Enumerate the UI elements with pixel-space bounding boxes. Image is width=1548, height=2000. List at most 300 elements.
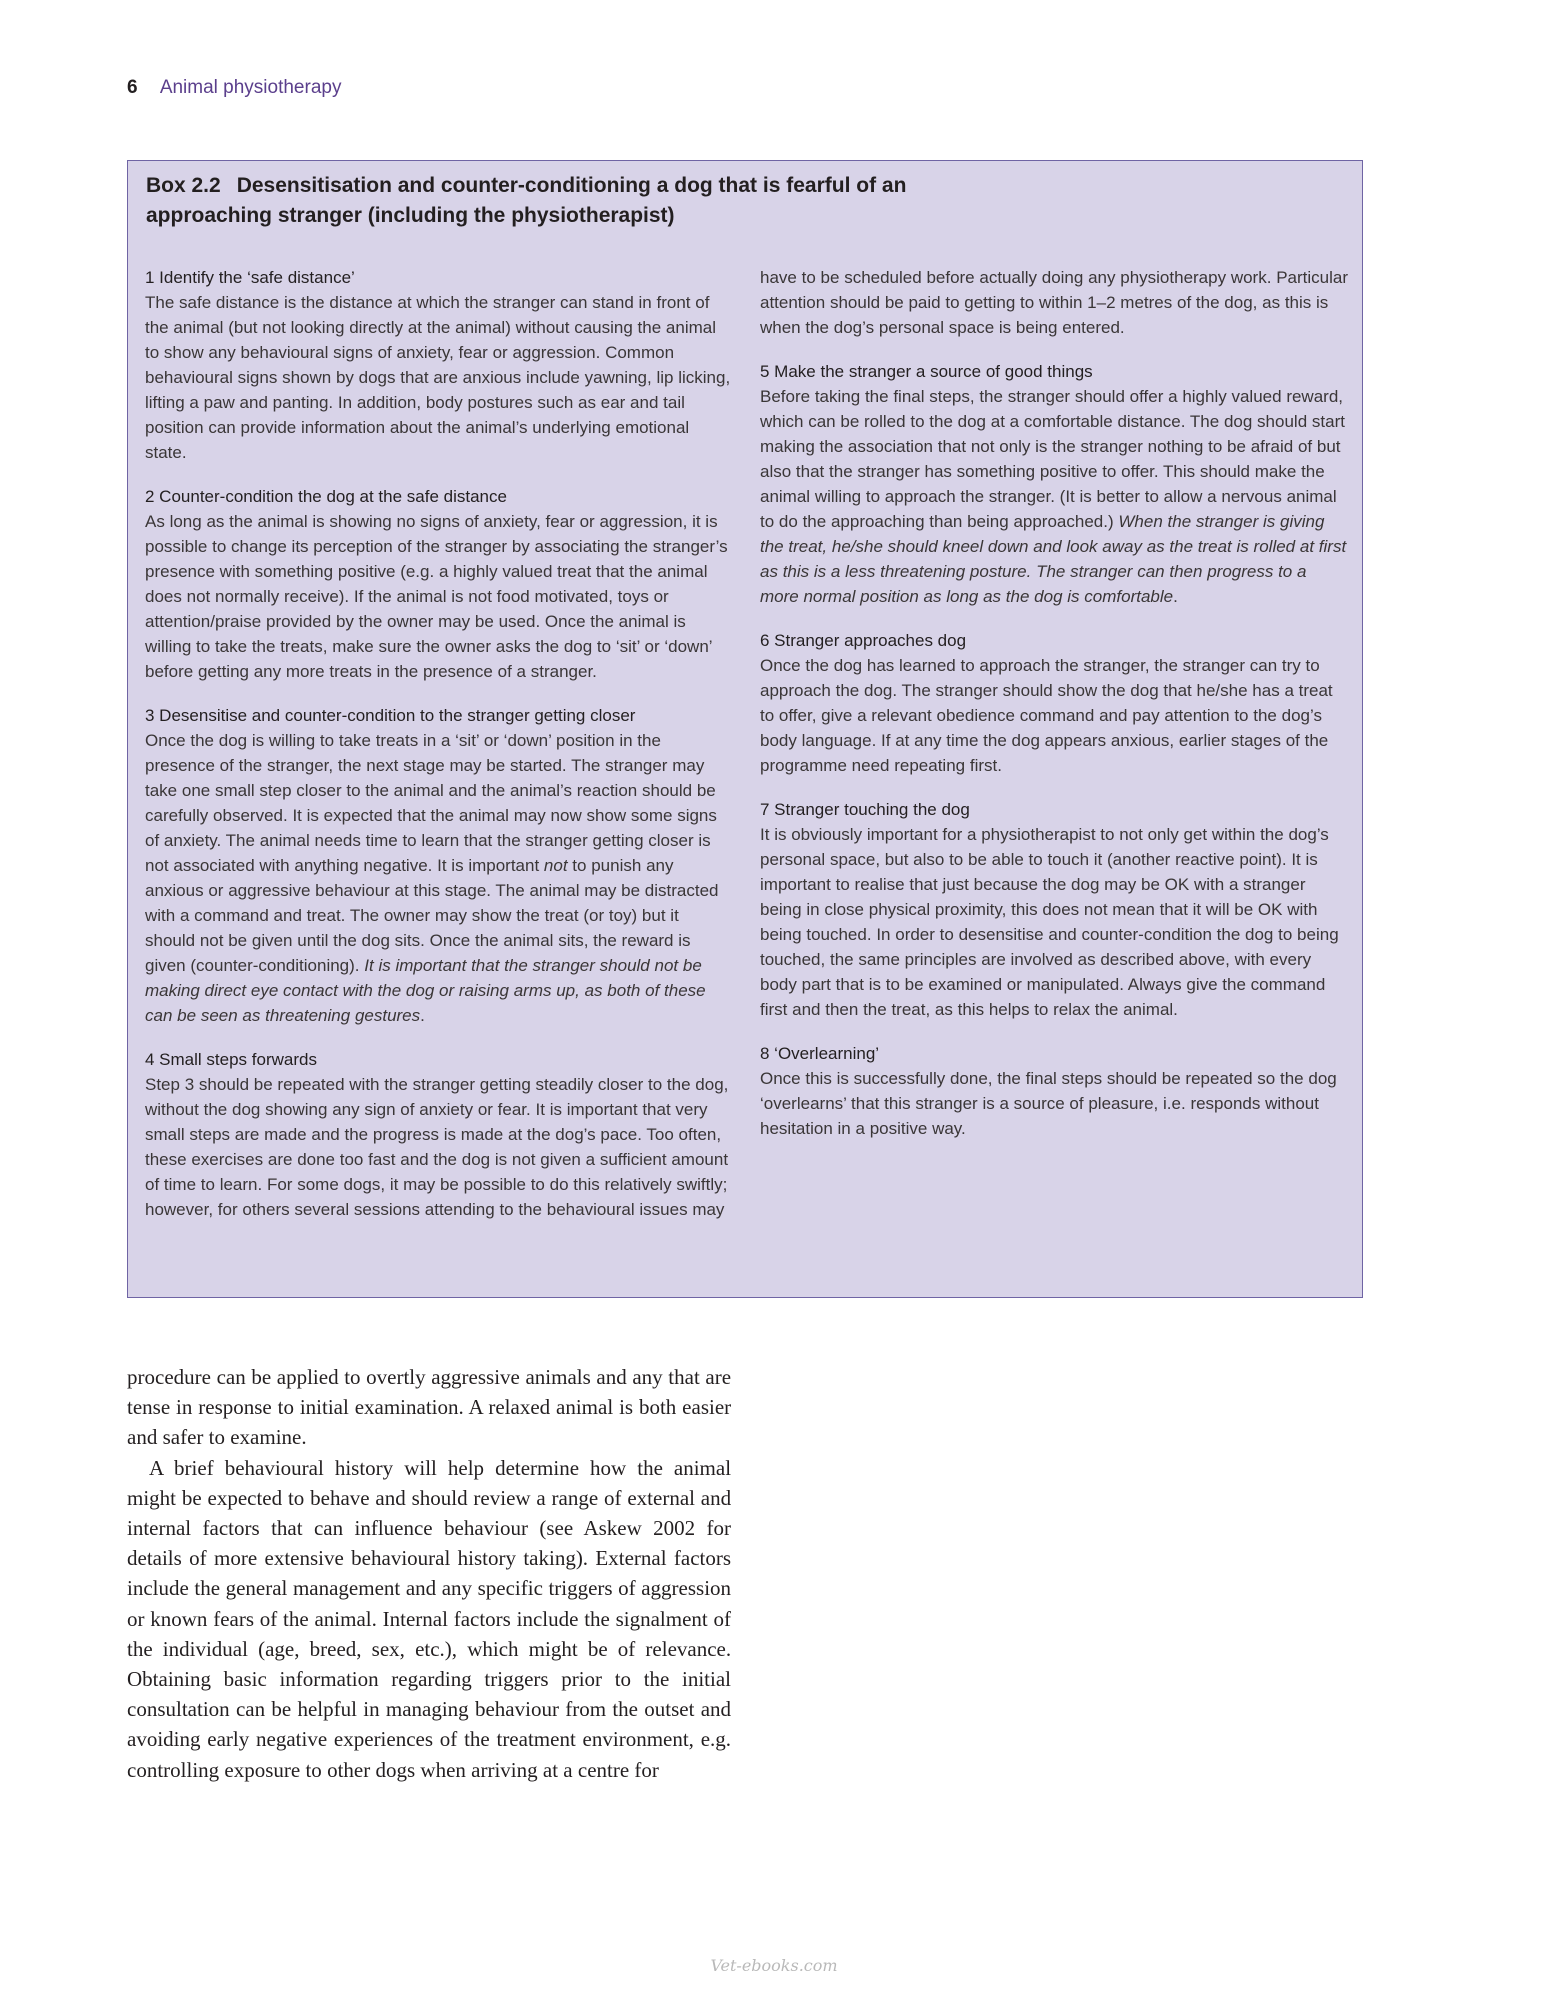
- text-run: of: [377, 343, 392, 362]
- text-run: the: [819, 437, 844, 456]
- text-run: stage: [403, 756, 445, 775]
- text-run: the: [526, 1125, 551, 1144]
- text-run: small: [145, 1125, 185, 1144]
- text-run: realise: [854, 875, 905, 894]
- text-run: so: [1257, 1069, 1276, 1088]
- text-run: in: [363, 1697, 380, 1722]
- text-run: should: [1257, 412, 1308, 431]
- text-run: the: [416, 537, 440, 556]
- text-run: the: [1304, 731, 1329, 750]
- text-run: steps: [1061, 1069, 1103, 1088]
- box-step-body: [145, 1072, 733, 1222]
- text-run: dogs,: [343, 1175, 386, 1194]
- text-run: the: [1167, 512, 1192, 531]
- text-run: this: [413, 881, 440, 900]
- text-run: relatively: [604, 1175, 672, 1194]
- text-run: the: [1216, 925, 1241, 944]
- text-run: order: [895, 925, 935, 944]
- text-run: is: [813, 562, 827, 581]
- text-run: sits.: [394, 931, 425, 950]
- text-run: body: [760, 975, 797, 994]
- text-run: way.: [932, 1119, 966, 1138]
- text-run: licking,: [678, 368, 731, 387]
- text-run: does: [1042, 900, 1080, 919]
- text-run: to: [1020, 293, 1035, 312]
- text-run: be: [1141, 875, 1160, 894]
- text-run: the: [368, 587, 392, 606]
- text-run: [163, 1456, 174, 1480]
- text-run: associating: [534, 537, 620, 556]
- text-run: also: [760, 462, 792, 481]
- text-run: or: [579, 512, 595, 531]
- text-run: being: [760, 925, 802, 944]
- text-run: with: [349, 1075, 380, 1094]
- text-run: animal: [665, 318, 717, 337]
- text-run: carefully: [145, 806, 209, 825]
- text-run: of: [259, 1606, 278, 1631]
- text-run: given: [540, 1150, 581, 1169]
- text-run: stranger: [935, 681, 998, 700]
- text-run: a: [1228, 875, 1239, 894]
- text-run: treats: [375, 731, 419, 750]
- text-run: can: [235, 1697, 266, 1722]
- text-run: dog: [231, 1100, 261, 1119]
- text-run: getting: [479, 1075, 531, 1094]
- text-run: approach: [760, 681, 831, 700]
- text-run: make: [1254, 462, 1297, 481]
- text-run: dog: [957, 412, 987, 431]
- text-run: treat: [544, 906, 579, 925]
- text-run: treatment: [496, 1727, 576, 1752]
- text-run: very: [675, 1100, 708, 1119]
- text-run: is: [982, 1094, 995, 1113]
- text-run: that: [271, 1516, 303, 1541]
- text-run: tail: [663, 393, 685, 412]
- text-run: A: [468, 1395, 483, 1420]
- watermark: Vet-ebooks.com: [710, 1956, 838, 1975]
- text-run: any: [914, 731, 942, 750]
- text-run: As: [145, 512, 165, 531]
- text-run: desensitise: [958, 925, 1044, 944]
- text-run: sure: [378, 637, 412, 656]
- text-run: next: [366, 756, 399, 775]
- text-run: at: [542, 1757, 559, 1782]
- text-run: at: [407, 318, 422, 337]
- text-run: of: [1285, 731, 1300, 750]
- text-run: may: [672, 756, 705, 775]
- text-run: this: [1284, 293, 1312, 312]
- text-run: before: [145, 662, 194, 681]
- text-run: be: [840, 412, 860, 431]
- text-run: be: [696, 781, 716, 800]
- text-run: small: [214, 781, 255, 800]
- text-run: details: [127, 1546, 182, 1571]
- text-run: body: [760, 731, 797, 750]
- text-run: step: [259, 781, 292, 800]
- text-run: Once: [760, 1069, 801, 1088]
- text-run: getting: [592, 831, 644, 850]
- text-run: that: [835, 975, 864, 994]
- text-run: the: [344, 1125, 369, 1144]
- text-run: include: [526, 368, 580, 387]
- text-run: anxiety,: [483, 512, 541, 531]
- text-run: is: [1236, 537, 1249, 556]
- text-run: sufficient: [599, 1150, 667, 1169]
- text-run: the: [437, 418, 461, 437]
- text-run: safer: [162, 1425, 204, 1450]
- text-run: closer: [597, 1075, 644, 1094]
- text-run: distracted: [644, 881, 719, 900]
- text-run: of: [397, 537, 412, 556]
- text-run: is: [998, 318, 1012, 337]
- text-run: looking: [290, 318, 345, 337]
- box-step-body: [145, 728, 733, 1028]
- text-run: Common: [605, 343, 675, 362]
- text-run: be: [682, 956, 702, 975]
- text-run: and: [273, 906, 302, 925]
- text-run: underlying: [532, 418, 611, 437]
- text-run: involved: [1010, 950, 1073, 969]
- text-run: as: [578, 393, 596, 412]
- text-run: point).: [1239, 850, 1287, 869]
- box-step: [145, 484, 733, 684]
- text-run: brief: [174, 1455, 214, 1480]
- text-run: that: [642, 1100, 671, 1119]
- text-run: can: [560, 293, 588, 312]
- text-run: shown: [282, 368, 332, 387]
- text-run: Particular: [1276, 268, 1348, 287]
- text-run: and: [239, 393, 268, 412]
- text-run: animal: [657, 562, 708, 581]
- text-run: comfortable: [1023, 412, 1113, 431]
- text-run: [667, 1546, 674, 1570]
- text-run: eye: [250, 981, 279, 1000]
- text-run: may: [434, 906, 468, 925]
- text-run: emotional: [615, 418, 690, 437]
- text-run: rolled: [864, 412, 906, 431]
- text-run: show: [1057, 681, 1098, 700]
- text-run: presence: [145, 756, 215, 775]
- text-run: metres: [1120, 293, 1173, 312]
- text-run: that: [400, 368, 429, 387]
- text-run: with: [1287, 900, 1318, 919]
- text-run: (It: [1059, 487, 1075, 506]
- text-run: should: [829, 293, 881, 312]
- text-run: a: [516, 662, 527, 681]
- text-run: with: [1193, 875, 1225, 894]
- text-run: aggression.: [512, 343, 601, 362]
- text-run: provide: [240, 418, 297, 437]
- text-run: anxiety: [419, 1100, 474, 1119]
- text-run: positive: [869, 1119, 928, 1138]
- text-run: association: [847, 437, 933, 456]
- text-run: the: [203, 1100, 228, 1119]
- text-run: nervous: [1221, 487, 1282, 506]
- text-run: to: [344, 1365, 361, 1389]
- text-run: language.: [801, 731, 877, 750]
- text-run: owner: [383, 906, 431, 925]
- text-run: as: [242, 1006, 261, 1025]
- text-run: but: [884, 850, 909, 869]
- text-run: [303, 1516, 314, 1540]
- text-run: he/she: [1196, 681, 1248, 700]
- text-run: better: [1096, 487, 1141, 506]
- text-run: exercises: [191, 1150, 264, 1169]
- text-run: normally: [214, 587, 280, 606]
- text-run: long: [946, 587, 979, 606]
- text-run: [694, 1727, 701, 1751]
- text-run: be: [228, 931, 248, 950]
- text-run: progress: [1207, 562, 1274, 581]
- text-run: centre: [577, 1757, 630, 1782]
- text-run: steps: [189, 1125, 231, 1144]
- text-run: [393, 1456, 404, 1480]
- text-run: fears: [213, 1606, 255, 1631]
- text-run: signs: [677, 806, 717, 825]
- text-run: stage.: [444, 881, 491, 900]
- text-run: up,: [556, 981, 580, 1000]
- text-run: dogs: [358, 368, 396, 387]
- text-run: to: [200, 1175, 215, 1194]
- text-run: to: [1028, 850, 1043, 869]
- text-run: the: [997, 1069, 1021, 1088]
- text-run: done,: [949, 1069, 993, 1088]
- text-run: any: [441, 1576, 473, 1601]
- text-run: positive: [1039, 462, 1098, 481]
- text-run: animals: [525, 1365, 591, 1389]
- text-run: then: [1169, 562, 1203, 581]
- text-run: and: [1033, 537, 1062, 556]
- text-run: is: [1316, 293, 1329, 312]
- text-run: to: [1208, 437, 1223, 456]
- text-run: or: [492, 343, 508, 362]
- text-run: stranger: [605, 756, 668, 775]
- text-run: stand: [592, 293, 634, 312]
- text-run: the: [643, 1667, 670, 1692]
- text-run: and: [700, 1697, 732, 1722]
- text-run: ‘down’: [664, 637, 712, 656]
- text-run: the: [666, 1075, 691, 1094]
- text-run: the: [283, 1606, 309, 1631]
- text-run: closer: [648, 831, 694, 850]
- text-run: the: [251, 637, 276, 656]
- text-run: given: [251, 931, 293, 950]
- text-run: or: [1006, 975, 1022, 994]
- box-step-body: [760, 1066, 1348, 1141]
- text-run: when: [760, 318, 801, 337]
- text-run: early: [207, 1727, 250, 1752]
- text-run: individual: [162, 1636, 248, 1661]
- text-run: attention: [760, 293, 826, 312]
- text-run: animal.: [1123, 1000, 1178, 1019]
- text-run: dog’s: [555, 1125, 596, 1144]
- text-run: make: [332, 637, 374, 656]
- text-run: pay: [1132, 706, 1160, 725]
- text-run: [631, 1667, 644, 1691]
- text-run: fear.: [497, 1100, 531, 1119]
- text-run: [257, 1546, 264, 1570]
- text-run: reactive: [1175, 850, 1235, 869]
- text-run: to: [1305, 656, 1320, 675]
- text-run: sign: [364, 1100, 396, 1119]
- text-run: important: [566, 1100, 638, 1119]
- text-run: the: [979, 387, 1003, 406]
- text-run: response: [198, 1395, 272, 1420]
- text-run: is: [443, 1125, 456, 1144]
- text-run: be: [968, 850, 987, 869]
- book-title: Animal physiotherapy: [159, 77, 342, 98]
- text-run: stranger.: [988, 487, 1055, 506]
- text-run: stranger: [915, 1094, 978, 1113]
- text-run: and: [311, 1125, 340, 1144]
- text-run: offer.: [1121, 462, 1159, 481]
- text-run: behavioural: [240, 343, 329, 362]
- text-run: dog’s: [1281, 706, 1322, 725]
- text-run: at: [394, 881, 409, 900]
- text-run: panting.: [272, 393, 334, 412]
- text-run: rolled: [1253, 537, 1296, 556]
- text-run: toys: [617, 587, 649, 606]
- text-run: of: [645, 981, 660, 1000]
- text-run: about: [389, 418, 433, 437]
- text-run: relaxed: [488, 1395, 551, 1420]
- text-run: may: [438, 612, 471, 631]
- text-run: valued: [502, 562, 553, 581]
- text-run: [528, 1516, 539, 1540]
- text-run: made: [264, 1125, 307, 1144]
- text-run: described: [1100, 950, 1175, 969]
- text-run: e.g.: [700, 1727, 732, 1752]
- text-run: as: [934, 1000, 953, 1019]
- text-run: as: [983, 587, 1002, 606]
- text-run: the: [238, 756, 263, 775]
- text-run: comfortable: [1084, 587, 1174, 606]
- text-run: should: [145, 931, 196, 950]
- text-run: the: [1195, 293, 1220, 312]
- text-run: done: [297, 1150, 336, 1169]
- text-run: the: [863, 1000, 887, 1019]
- text-run: prior: [561, 1667, 603, 1692]
- text-run: a: [179, 906, 190, 925]
- text-run: behaviour: [444, 1516, 528, 1541]
- text-run: The: [145, 293, 175, 312]
- text-run: will: [404, 1455, 437, 1480]
- text-run: external: [627, 1485, 695, 1510]
- text-run: the: [300, 293, 325, 312]
- text-run: which: [416, 293, 460, 312]
- text-run: as: [1146, 537, 1165, 556]
- text-run: posture.: [969, 562, 1032, 581]
- text-run: have: [760, 268, 797, 287]
- text-run: of: [1297, 437, 1313, 456]
- text-run: pace.: [600, 1125, 642, 1144]
- text-run: A: [149, 1455, 164, 1480]
- text-run: reward: [621, 931, 674, 950]
- text-run: or: [477, 1100, 493, 1119]
- text-run: treat,: [891, 1000, 931, 1019]
- text-run: toy): [608, 906, 638, 925]
- text-run: applied: [276, 1365, 339, 1389]
- text-run: fear: [545, 512, 575, 531]
- text-run: a: [967, 825, 977, 844]
- text-run: the: [1222, 975, 1246, 994]
- text-run: is: [312, 512, 325, 531]
- text-run: The: [1189, 412, 1220, 431]
- text-run: take: [214, 637, 248, 656]
- text-run: at: [895, 731, 910, 750]
- text-run: dog’s: [1288, 825, 1329, 844]
- text-run: the: [384, 1075, 408, 1094]
- text-run: other: [327, 1757, 371, 1782]
- text-run: should: [411, 1485, 468, 1510]
- text-run: easier: [682, 1395, 732, 1420]
- text-run: important: [468, 856, 540, 875]
- text-run: be: [181, 1485, 202, 1510]
- text-run: amount: [671, 1150, 729, 1169]
- text-run: touched.: [806, 925, 872, 944]
- text-run: appears: [1044, 731, 1107, 750]
- text-run: to: [319, 731, 335, 750]
- text-run: stranger: [1243, 875, 1306, 894]
- text-run: behavioural: [145, 368, 233, 387]
- text-run: given: [145, 956, 186, 975]
- text-run: same: [858, 950, 900, 969]
- text-run: behavioural: [351, 1546, 451, 1571]
- text-run: time: [163, 1175, 197, 1194]
- text-run: afraid: [1250, 437, 1294, 456]
- text-run: asks: [495, 637, 531, 656]
- text-run: the: [358, 612, 383, 631]
- box-step-heading: 5 Make the stranger a source of good things: [760, 362, 1093, 381]
- text-run: to: [402, 831, 417, 850]
- text-run: the: [394, 662, 419, 681]
- text-run: negative: [256, 1727, 328, 1752]
- text-run: environment,: [582, 1727, 694, 1752]
- text-run: Too: [646, 1125, 674, 1144]
- text-run: position: [555, 731, 615, 750]
- text-run: do: [549, 1175, 569, 1194]
- text-run: this: [805, 1069, 832, 1088]
- text-run: signs: [420, 512, 460, 531]
- text-run: animal: [393, 781, 444, 800]
- text-run: first: [1318, 537, 1347, 556]
- text-run: the: [802, 512, 827, 531]
- text-run: valued: [1231, 387, 1282, 406]
- text-run: time: [946, 731, 979, 750]
- text-run: tense: [127, 1395, 171, 1420]
- text-run: treat: [557, 562, 592, 581]
- text-run: positive: [337, 562, 396, 581]
- text-run: which: [760, 412, 804, 431]
- text-run: showing: [265, 1100, 328, 1119]
- text-run: treats: [329, 662, 372, 681]
- text-run: dog: [1011, 731, 1040, 750]
- text-run: stranger: [532, 956, 595, 975]
- text-run: may: [513, 806, 546, 825]
- text-run: show: [471, 906, 512, 925]
- text-run: motivated,: [534, 587, 613, 606]
- text-run: the: [481, 781, 506, 800]
- text-run: dog: [1223, 412, 1253, 431]
- text-run: addition,: [356, 393, 422, 412]
- text-run: [214, 1456, 225, 1480]
- box-step: [145, 1047, 733, 1222]
- text-run: not: [199, 931, 224, 950]
- text-run: be: [1161, 1069, 1181, 1088]
- text-run: obviously: [791, 825, 863, 844]
- text-run: stranger: [1195, 512, 1259, 531]
- box-step-heading: 7 Stranger touching the dog: [760, 800, 970, 819]
